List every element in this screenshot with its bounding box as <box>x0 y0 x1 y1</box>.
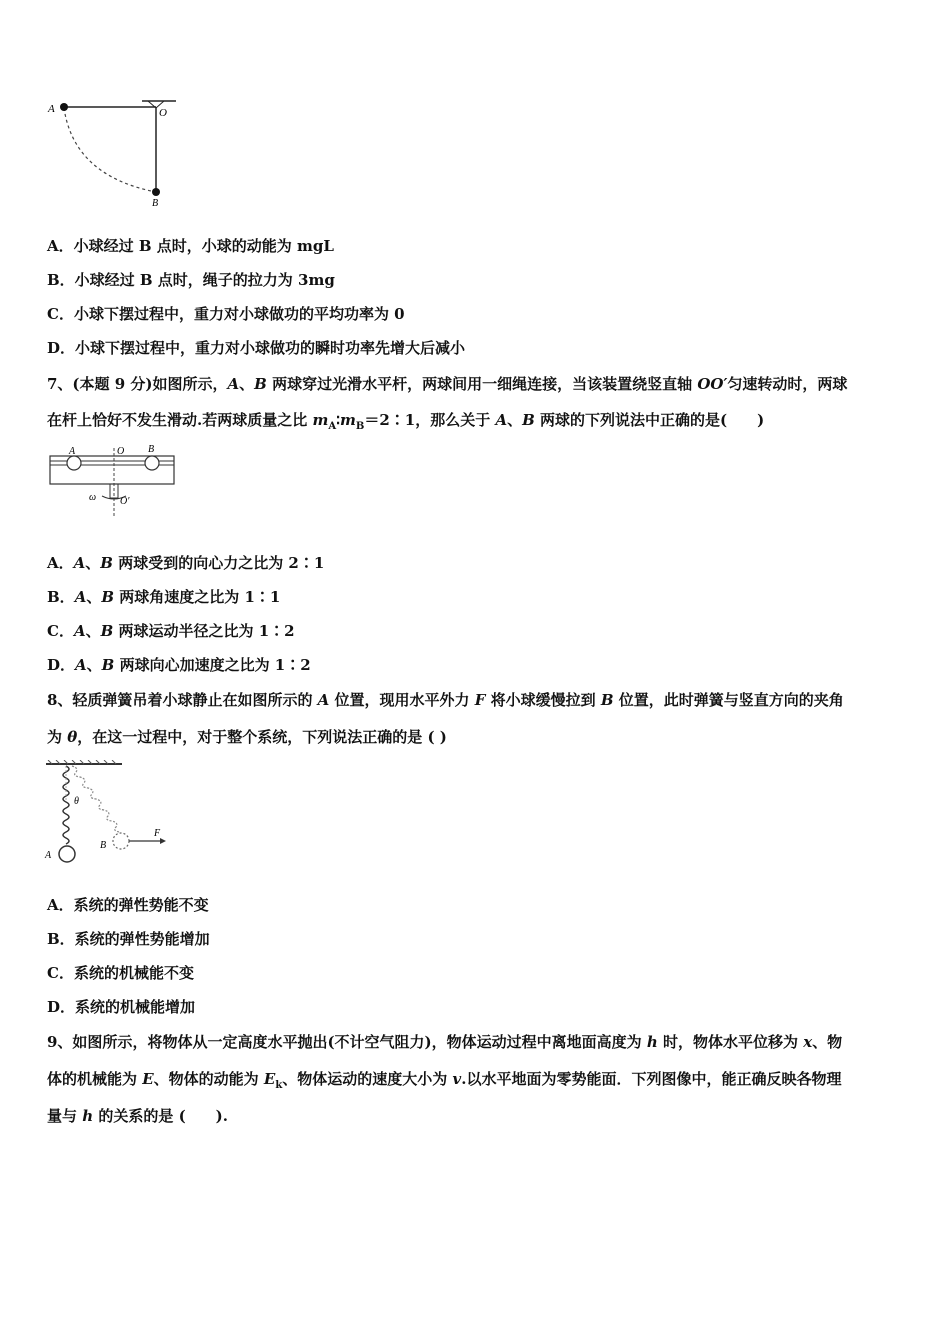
q9-text: 体的机械能为 <box>47 1070 143 1088</box>
ball-a <box>59 846 75 862</box>
q8-text: 将小球缓慢拉到 <box>485 691 601 709</box>
option-text: 两球受到的向心力之比为 2∶1 <box>112 554 325 572</box>
option-prefix: D． <box>47 656 76 674</box>
q9-text: 量与 <box>47 1107 83 1125</box>
q7-mass-a-sub: A <box>328 421 337 432</box>
ball-a <box>60 103 68 111</box>
q7-axis-label: OO′ <box>697 375 728 393</box>
option-var-a: A <box>73 554 86 572</box>
q8-text: 位置，现用水平外力 <box>329 691 475 709</box>
option-var-a: A <box>75 656 87 674</box>
q7-mass-a: m <box>312 411 329 429</box>
q8-option-d: D．系统的机械能增加 <box>47 998 196 1016</box>
ball-b <box>113 833 129 849</box>
q7-stem-line1 <box>47 374 847 394</box>
q7-option-c <box>47 621 295 641</box>
q7-text: 匀速转动时，两球 <box>727 375 848 393</box>
q7-text: 7、(本题 9 分)如图所示， <box>47 375 228 393</box>
q9-text: 、物体的动能为 <box>153 1070 264 1088</box>
q8-stem-line2 <box>47 727 447 747</box>
option-var-b: B <box>100 554 113 572</box>
option-sep: 、 <box>86 588 102 606</box>
q9-var-ek-sub: k <box>275 1080 283 1091</box>
q8-var-b: B <box>600 691 614 709</box>
q9-var-h: h <box>82 1107 94 1125</box>
ball-b <box>152 188 160 196</box>
q9-text: 时，物体水平位移为 <box>657 1033 804 1051</box>
q8-var-theta: θ <box>67 728 78 746</box>
q7-text: 在杆上恰好不发生滑动.若两球质量之比 <box>47 411 313 429</box>
q7-stem-line2 <box>47 410 764 437</box>
q8-text: ，在这一过程中，对于整个系统，下列说法正确的是 ( ) <box>77 728 447 746</box>
q7-text: 、 <box>239 375 255 393</box>
q9-stem-line3 <box>47 1106 228 1126</box>
q6-option-c: C．小球下摆过程中，重力对小球做功的平均功率为 0 <box>47 305 405 323</box>
q8-var-a: A <box>317 691 330 709</box>
q9-text: 的关系的是 ( ). <box>93 1107 229 1125</box>
q9-text: 、物 <box>812 1033 843 1051</box>
option-text: 两球运动半径之比为 1∶2 <box>113 622 295 640</box>
q9-var-x: x <box>803 1033 813 1051</box>
label-b: B <box>148 444 155 455</box>
q7-var-b: B <box>254 375 267 393</box>
option-var-b: B <box>101 588 115 606</box>
q9-stem-line1 <box>47 1032 842 1052</box>
option-sep: 、 <box>85 554 101 572</box>
q8-option-a: A．系统的弹性势能不变 <box>47 896 209 914</box>
option-text: 两球角速度之比为 1∶1 <box>114 588 281 606</box>
q7-var-b: B <box>522 411 535 429</box>
label-b: B <box>100 840 107 851</box>
q8-option-b: B．系统的弹性势能增加 <box>47 930 210 948</box>
q7-text: 两球穿过光滑水平杆，两球间用一细绳连接，当该装置绕竖直轴 <box>266 375 698 393</box>
label-theta: θ <box>74 796 79 807</box>
label-a: A <box>45 850 52 861</box>
option-prefix: B． <box>47 588 75 606</box>
spring-diagram <box>42 760 177 865</box>
option-sep: 、 <box>86 656 102 674</box>
spring-figure <box>42 760 177 865</box>
spring-tilted <box>72 766 120 832</box>
option-prefix: C． <box>47 622 74 640</box>
pendulum-diagram <box>44 96 184 211</box>
q7-text: ＝2∶1，那么关于 <box>364 411 496 429</box>
q7-var-a: A <box>495 411 508 429</box>
swing-arc <box>64 108 156 192</box>
option-var-b: B <box>100 622 114 640</box>
label-o: O <box>117 446 125 457</box>
q7-var-a: A <box>227 375 240 393</box>
q9-text: 、物体运动的速度大小为 <box>282 1070 453 1088</box>
q6-option-a: A．小球经过 B 点时，小球的动能为 mgL <box>47 237 334 255</box>
rotating-rod-figure <box>44 442 184 520</box>
q9-text: 9、如图所示，将物体从一定高度水平抛出(不计空气阻力)，物体运动过程中离地面高度为 <box>47 1033 647 1051</box>
pendulum-figure <box>44 96 184 211</box>
q6-option-b: B．小球经过 B 点时，绳子的拉力为 3mg <box>47 271 335 289</box>
q9-text: .以水平地面为零势能面．下列图像中，能正确反映各物理 <box>461 1070 842 1088</box>
q8-stem-line1 <box>47 690 844 710</box>
q8-option-c: C．系统的机械能不变 <box>47 964 194 982</box>
q6-option-d: D．小球下摆过程中，重力对小球做功的瞬时功率先增大后减小 <box>47 339 466 357</box>
q8-var-f: F <box>474 691 486 709</box>
q9-var-h: h <box>646 1033 658 1051</box>
label-f: F <box>154 828 161 839</box>
q7-text: 两球的下列说法中正确的是( ) <box>534 411 765 429</box>
q8-text: 8、轻质弹簧吊着小球静止在如图所示的 <box>47 691 318 709</box>
q8-text: 位置，此时弹簧与竖直方向的夹角 <box>613 691 844 709</box>
force-arrowhead <box>160 838 166 844</box>
label-o: O <box>159 107 167 119</box>
q7-option-a <box>47 553 324 573</box>
q7-option-b <box>47 587 280 607</box>
q7-option-d <box>47 655 311 675</box>
label-omega: ω <box>89 492 97 503</box>
ball-a <box>67 456 81 470</box>
rotating-rod-diagram <box>44 442 184 520</box>
option-prefix: A． <box>47 554 74 572</box>
option-text: 两球向心加速度之比为 1∶2 <box>114 656 311 674</box>
option-var-a: A <box>73 622 86 640</box>
label-a: A <box>48 103 55 115</box>
option-sep: 、 <box>85 622 101 640</box>
q9-var-ek: E <box>263 1070 276 1088</box>
label-o-prime: O′ <box>120 496 130 507</box>
q7-text: ∶ <box>336 411 340 429</box>
spring-vertical <box>63 766 69 844</box>
q9-var-v: v <box>452 1070 462 1088</box>
ball-b <box>145 456 159 470</box>
option-var-b: B <box>101 656 115 674</box>
option-var-a: A <box>74 588 87 606</box>
label-b: B <box>152 198 159 209</box>
label-a: A <box>69 446 76 457</box>
q9-var-e: E <box>142 1070 154 1088</box>
q9-stem-line2 <box>47 1069 841 1096</box>
q8-text: 为 <box>47 728 68 746</box>
q7-mass-b: m <box>340 411 356 429</box>
q7-mass-b-sub: B <box>355 421 365 432</box>
q7-text: 、 <box>507 411 523 429</box>
